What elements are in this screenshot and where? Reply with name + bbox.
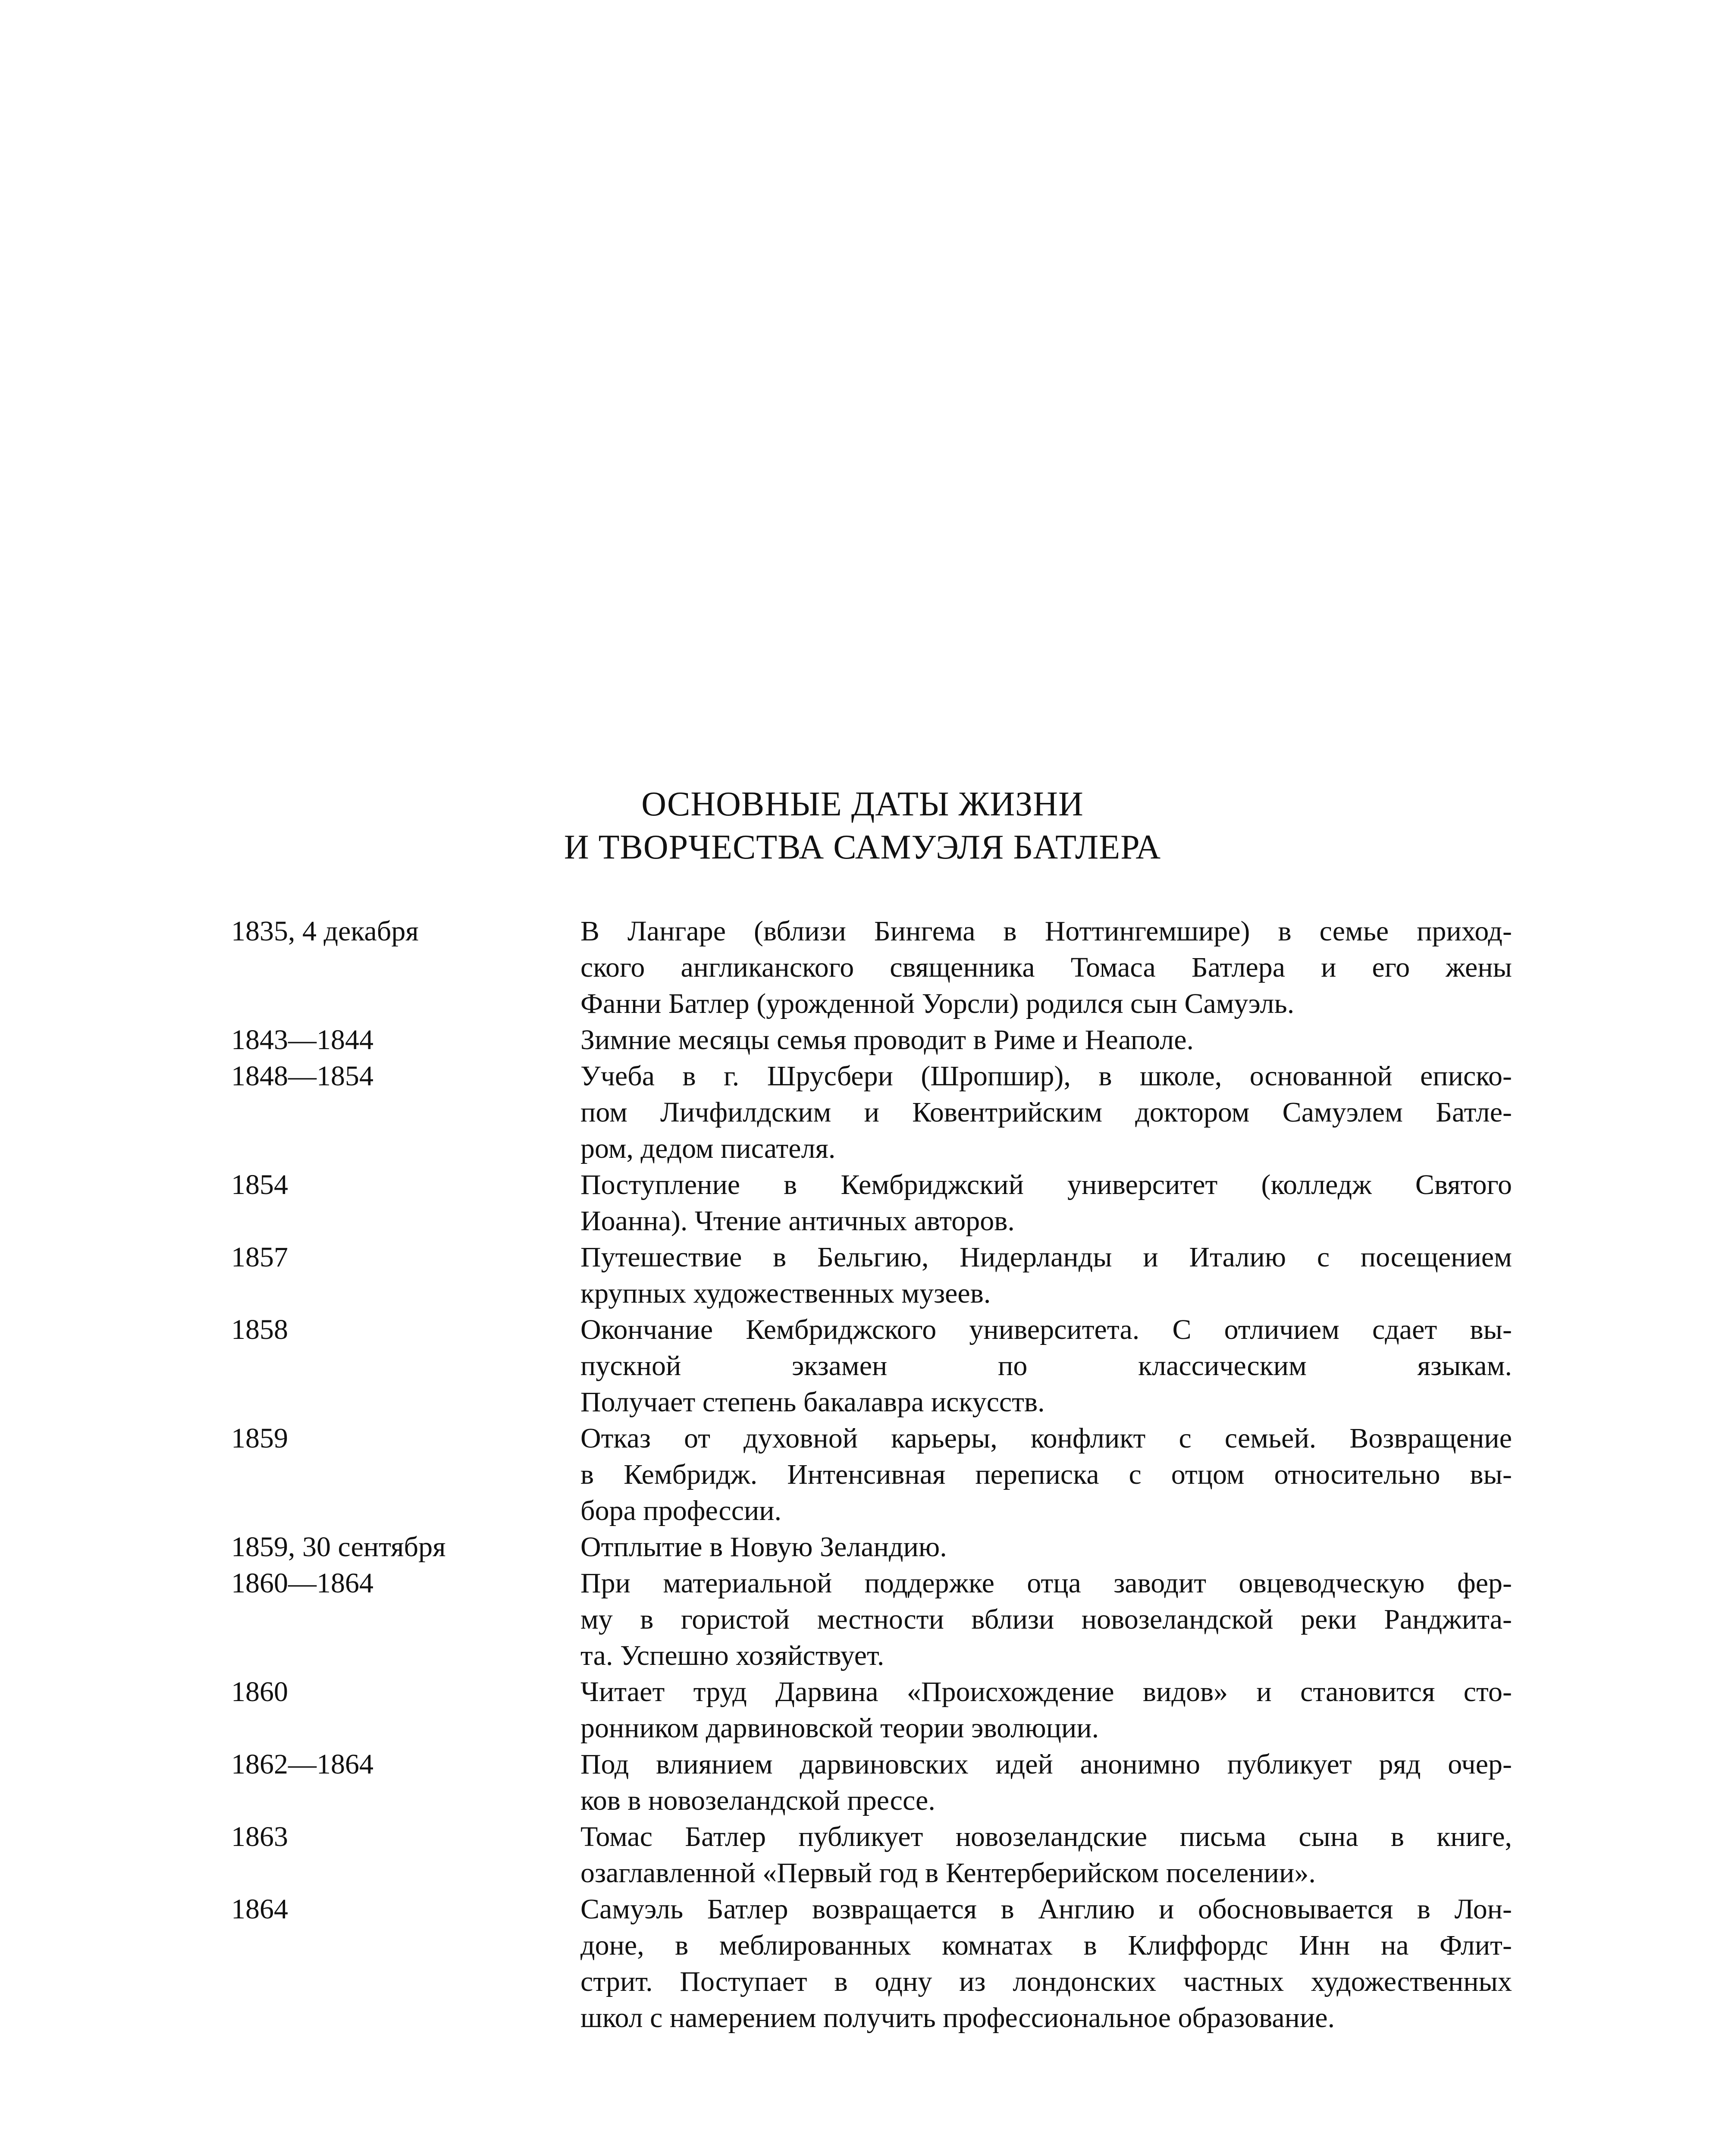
entry-text-line: в Кембридж. Интенсивная переписка с отцом относительно вы- — [580, 1459, 1512, 1490]
entry-text — [580, 1529, 1512, 1565]
entry-date: 1859, 30 сентября — [231, 1531, 446, 1563]
chronology-entry — [231, 1529, 1525, 1565]
entry-text-line: Читает труд Дарвина «Происхождение видов» и становится сто- — [580, 1676, 1512, 1708]
chronology-entry — [231, 1058, 1525, 1167]
entry-text-line: Путешествие в Бельгию, Нидерланды и Италию с посещением — [580, 1241, 1512, 1273]
entry-text-line: Зимние месяцы семья проводит в Риме и Неаполе. — [580, 1024, 1194, 1056]
entry-text — [580, 1239, 1512, 1312]
entry-date: 1860 — [231, 1676, 288, 1708]
entry-date: 1860—1864 — [231, 1567, 373, 1599]
entry-text-line: ского англиканского священника Томаса Батлера и его жены — [580, 952, 1512, 983]
entry-text-line: При материальной поддержке отца заводит овцеводческую фер- — [580, 1567, 1512, 1599]
entry-text-line: ков в новозеландской прессе. — [580, 1785, 935, 1816]
entry-text — [580, 913, 1512, 1022]
entry-text — [580, 1022, 1512, 1058]
page-title — [0, 783, 1725, 869]
chronology-entry — [231, 1312, 1525, 1420]
entry-text-line: му в гористой местности вблизи новозеландской реки Ранджита- — [580, 1604, 1512, 1635]
chronology-entry — [231, 1819, 1525, 1891]
entry-text-line: Отплытие в Новую Зеландию. — [580, 1531, 947, 1563]
entry-date: 1862—1864 — [231, 1749, 373, 1780]
entry-text-line: крупных художественных музеев. — [580, 1278, 991, 1309]
entry-text — [580, 1167, 1512, 1239]
entry-text-line: пом Личфилдским и Ковентрийским доктором Самуэлем Батле- — [580, 1097, 1512, 1128]
entry-text-line: стрит. Поступает в одну из лондонских частных художественных — [580, 1966, 1512, 1997]
entry-date: 1857 — [231, 1241, 288, 1273]
chronology-entry — [231, 1891, 1525, 2036]
entry-date: 1859 — [231, 1423, 288, 1454]
chronology-entry — [231, 1239, 1525, 1312]
entry-text — [580, 1565, 1512, 1674]
entry-text-line: Отказ от духовной карьеры, конфликт с семьей. Возвращение — [580, 1423, 1512, 1454]
entry-text-line: В Лангаре (вблизи Бингема в Ноттингемшире) в семье приход- — [580, 915, 1512, 947]
entry-text — [580, 1746, 1512, 1819]
entry-text-line: Под влиянием дарвиновских идей анонимно публикует ряд очер- — [580, 1749, 1512, 1780]
entry-date: 1854 — [231, 1169, 288, 1200]
chronology-entry — [231, 1022, 1525, 1058]
chronology-entry — [231, 1746, 1525, 1819]
entry-date: 1864 — [231, 1893, 288, 1925]
chronology-entry — [231, 1420, 1525, 1529]
entry-date: 1858 — [231, 1314, 288, 1345]
entry-text — [580, 1420, 1512, 1529]
entry-date: 1843—1844 — [231, 1024, 373, 1056]
entry-date: 1848—1854 — [231, 1060, 373, 1092]
title-line-1: ОСНОВНЫЕ ДАТЫ ЖИЗНИ — [641, 785, 1084, 823]
entry-text — [580, 1819, 1512, 1891]
title-line-2: И ТВОРЧЕСТВА САМУЭЛЯ БАТЛЕРА — [564, 828, 1161, 866]
entry-text — [580, 1891, 1512, 2036]
entry-text-line: озаглавленной «Первый год в Кентерберийском поселении». — [580, 1857, 1316, 1889]
entry-text-line: Самуэль Батлер возвращается в Англию и обосновывается в Лон- — [580, 1893, 1512, 1925]
entry-date: 1835, 4 декабря — [231, 915, 419, 947]
entry-text-line: ронником дарвиновской теории эволюции. — [580, 1712, 1099, 1744]
chronology-list — [231, 913, 1525, 2036]
chronology-entry — [231, 1674, 1525, 1746]
entry-text — [580, 1312, 1512, 1420]
entry-text-line: школ с намерением получить профессиональное образование. — [580, 2002, 1335, 2034]
entry-text-line: ром, дедом писателя. — [580, 1133, 836, 1164]
entry-text-line: Получает степень бакалавра искусств. — [580, 1386, 1045, 1418]
entry-text-line: бора профессии. — [580, 1495, 782, 1526]
entry-text-line: та. Успешно хозяйствует. — [580, 1640, 884, 1671]
entry-text — [580, 1058, 1512, 1167]
entry-text-line: Фанни Батлер (урожденной Уорсли) родился сын Самуэль. — [580, 988, 1295, 1019]
entry-text — [580, 1674, 1512, 1746]
entry-text-line: доне, в меблированных комнатах в Клиффордс Инн на Флит- — [580, 1930, 1512, 1961]
entry-text-line: Томас Батлер публикует новозеландские письма сына в книге, — [580, 1821, 1512, 1852]
entry-text-line: Иоанна). Чтение античных авторов. — [580, 1205, 1015, 1237]
entry-text-line: Окончание Кембриджского университета. С отличием сдает вы- — [580, 1314, 1512, 1345]
entry-text-line: Поступление в Кембриджский университет (колледж Святого — [580, 1169, 1512, 1200]
entry-text-line: пускной экзамен по классическим языкам. — [580, 1350, 1512, 1382]
chronology-entry — [231, 1565, 1525, 1674]
chronology-entry — [231, 913, 1525, 1022]
entry-text-line: Учеба в г. Шрусбери (Шропшир), в школе, основанной еписко- — [580, 1060, 1512, 1092]
entry-date: 1863 — [231, 1821, 288, 1852]
chronology-entry — [231, 1167, 1525, 1239]
